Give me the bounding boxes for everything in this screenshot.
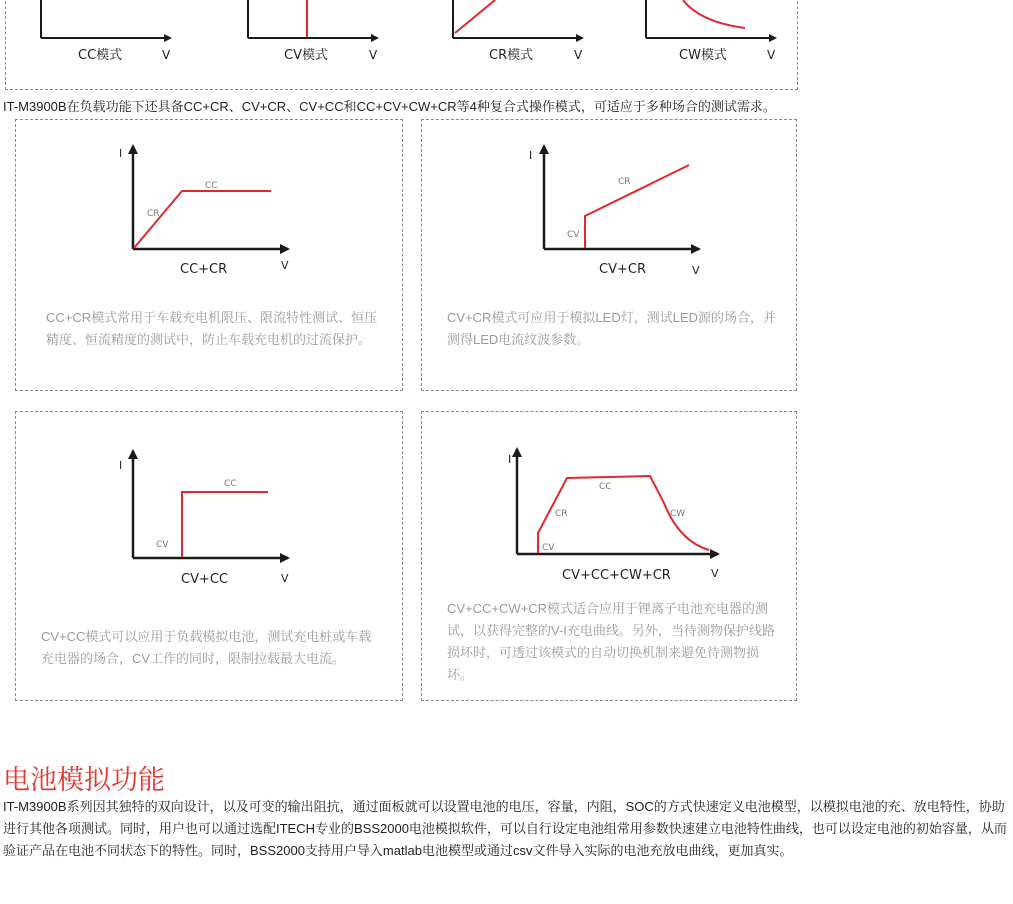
cc-cr-seg-cc: CC [205,181,218,191]
cv-cr-curve [585,165,689,248]
cv-mode-label: CV模式 [284,48,328,63]
cv-cr-seg-cv: CV [567,230,580,240]
cv-cc-seg-cv: CV [156,540,169,550]
cv-cc-title: CV+CC [181,572,229,587]
cr-mode-label: CR模式 [489,48,534,63]
cv-cc-description: CV+CC模式可以应用于负载模拟电池，测试充电桩或车载充电器的场合，CV工作的同时，限制拉载最大电流。 [41,629,372,666]
cv-cr-seg-cr: CR [618,177,631,187]
cv-cc-cw-cr-diagram [421,411,797,596]
cc-cr-title: CC+CR [180,262,228,277]
cc-mode-label: CC模式 [78,48,123,63]
cv-cc-diagram [15,411,403,596]
cv-cc-seg-cc: CC [224,479,237,489]
cw-mode-label: CW模式 [679,48,727,63]
cc-cr-x-label: V [281,259,289,272]
cv-cc-x-label: V [281,572,289,585]
cv-cc-y-label: I [119,459,123,472]
cc-mode-v-label: V [162,48,171,62]
cv-mode-v-label: V [369,48,378,62]
cvcccwcr-seg-cr: CR [555,509,568,519]
cvcccwcr-seg-cc: CC [599,482,612,492]
cv-cr-x-label: V [692,264,700,277]
cc-cr-seg-cr: CR [147,209,160,219]
cv-cc-cw-cr-description: CV+CC+CW+CR模式适合应用于锂离子电池充电器的测试，以获得完整的V-I充电曲线。另外，当待测物保护线路损坏时，可透过该模式的自动切换机制来避免待测物损坏。 [447,601,775,682]
cv-cr-y-label: I [529,149,533,162]
cc-cr-description: CC+CR模式常用于车载充电机限压、限流特性测试、恒压精度、恒流精度的测试中，防止车载充电机的过流保护。 [46,310,378,347]
cc-cr-diagram [15,119,403,299]
basic-modes-graphics [0,0,800,90]
cv-cr-diagram [421,119,797,299]
cvcccwcr-y-label: I [508,453,512,466]
composite-modes-intro: IT-M3900B在负载功能下还具备CC+CR、CV+CR、CV+CC和CC+CV+CW+CR等4种复合式操作模式，可适应于多种场合的测试需求。 [3,99,776,114]
cr-mode-curve [455,0,495,33]
cvcccwcr-x-label: V [711,567,719,580]
cvcccwcr-seg-cv: CV [542,543,555,553]
cv-cr-description: CV+CR模式可应用于模拟LED灯，测试LED源的场合，并测得LED电流纹波参数。 [447,310,777,347]
cvcccwcr-seg-cw: CW [670,509,686,519]
battery-section-title: 电池模拟功能 [3,765,165,795]
cw-mode-v-label: V [767,48,776,62]
cv-cc-curve [182,492,268,557]
battery-section-body: IT-M3900B系列因其独特的双向设计，以及可变的输出阻抗，通过面板就可以设置电池的电压，容量，内阻，SOC的方式快速定义电池模型，以模拟电池的充、放电特性，协助进行其他各项测试。同时，用户也可以通过选配ITECH专业的BSS2000电池模拟软件，可以自行设定电池组常用参数快速建立电池特性曲线，也可以设定电池的初始容量，从而验证产品在电池不同状态下的特性。同时，BSS2000支持用户导入matlab电池模型或通过csv文件导入实际的电池充放电曲线，更加真实。 [3,799,1007,858]
cvcccwcr-title: CV+CC+CW+CR [562,568,671,583]
cr-mode-v-label: V [574,48,583,62]
cc-cr-y-label: I [119,147,123,160]
cv-cr-title: CV+CR [599,262,646,277]
cw-mode-curve [683,0,745,28]
cc-cr-curve [134,191,271,248]
